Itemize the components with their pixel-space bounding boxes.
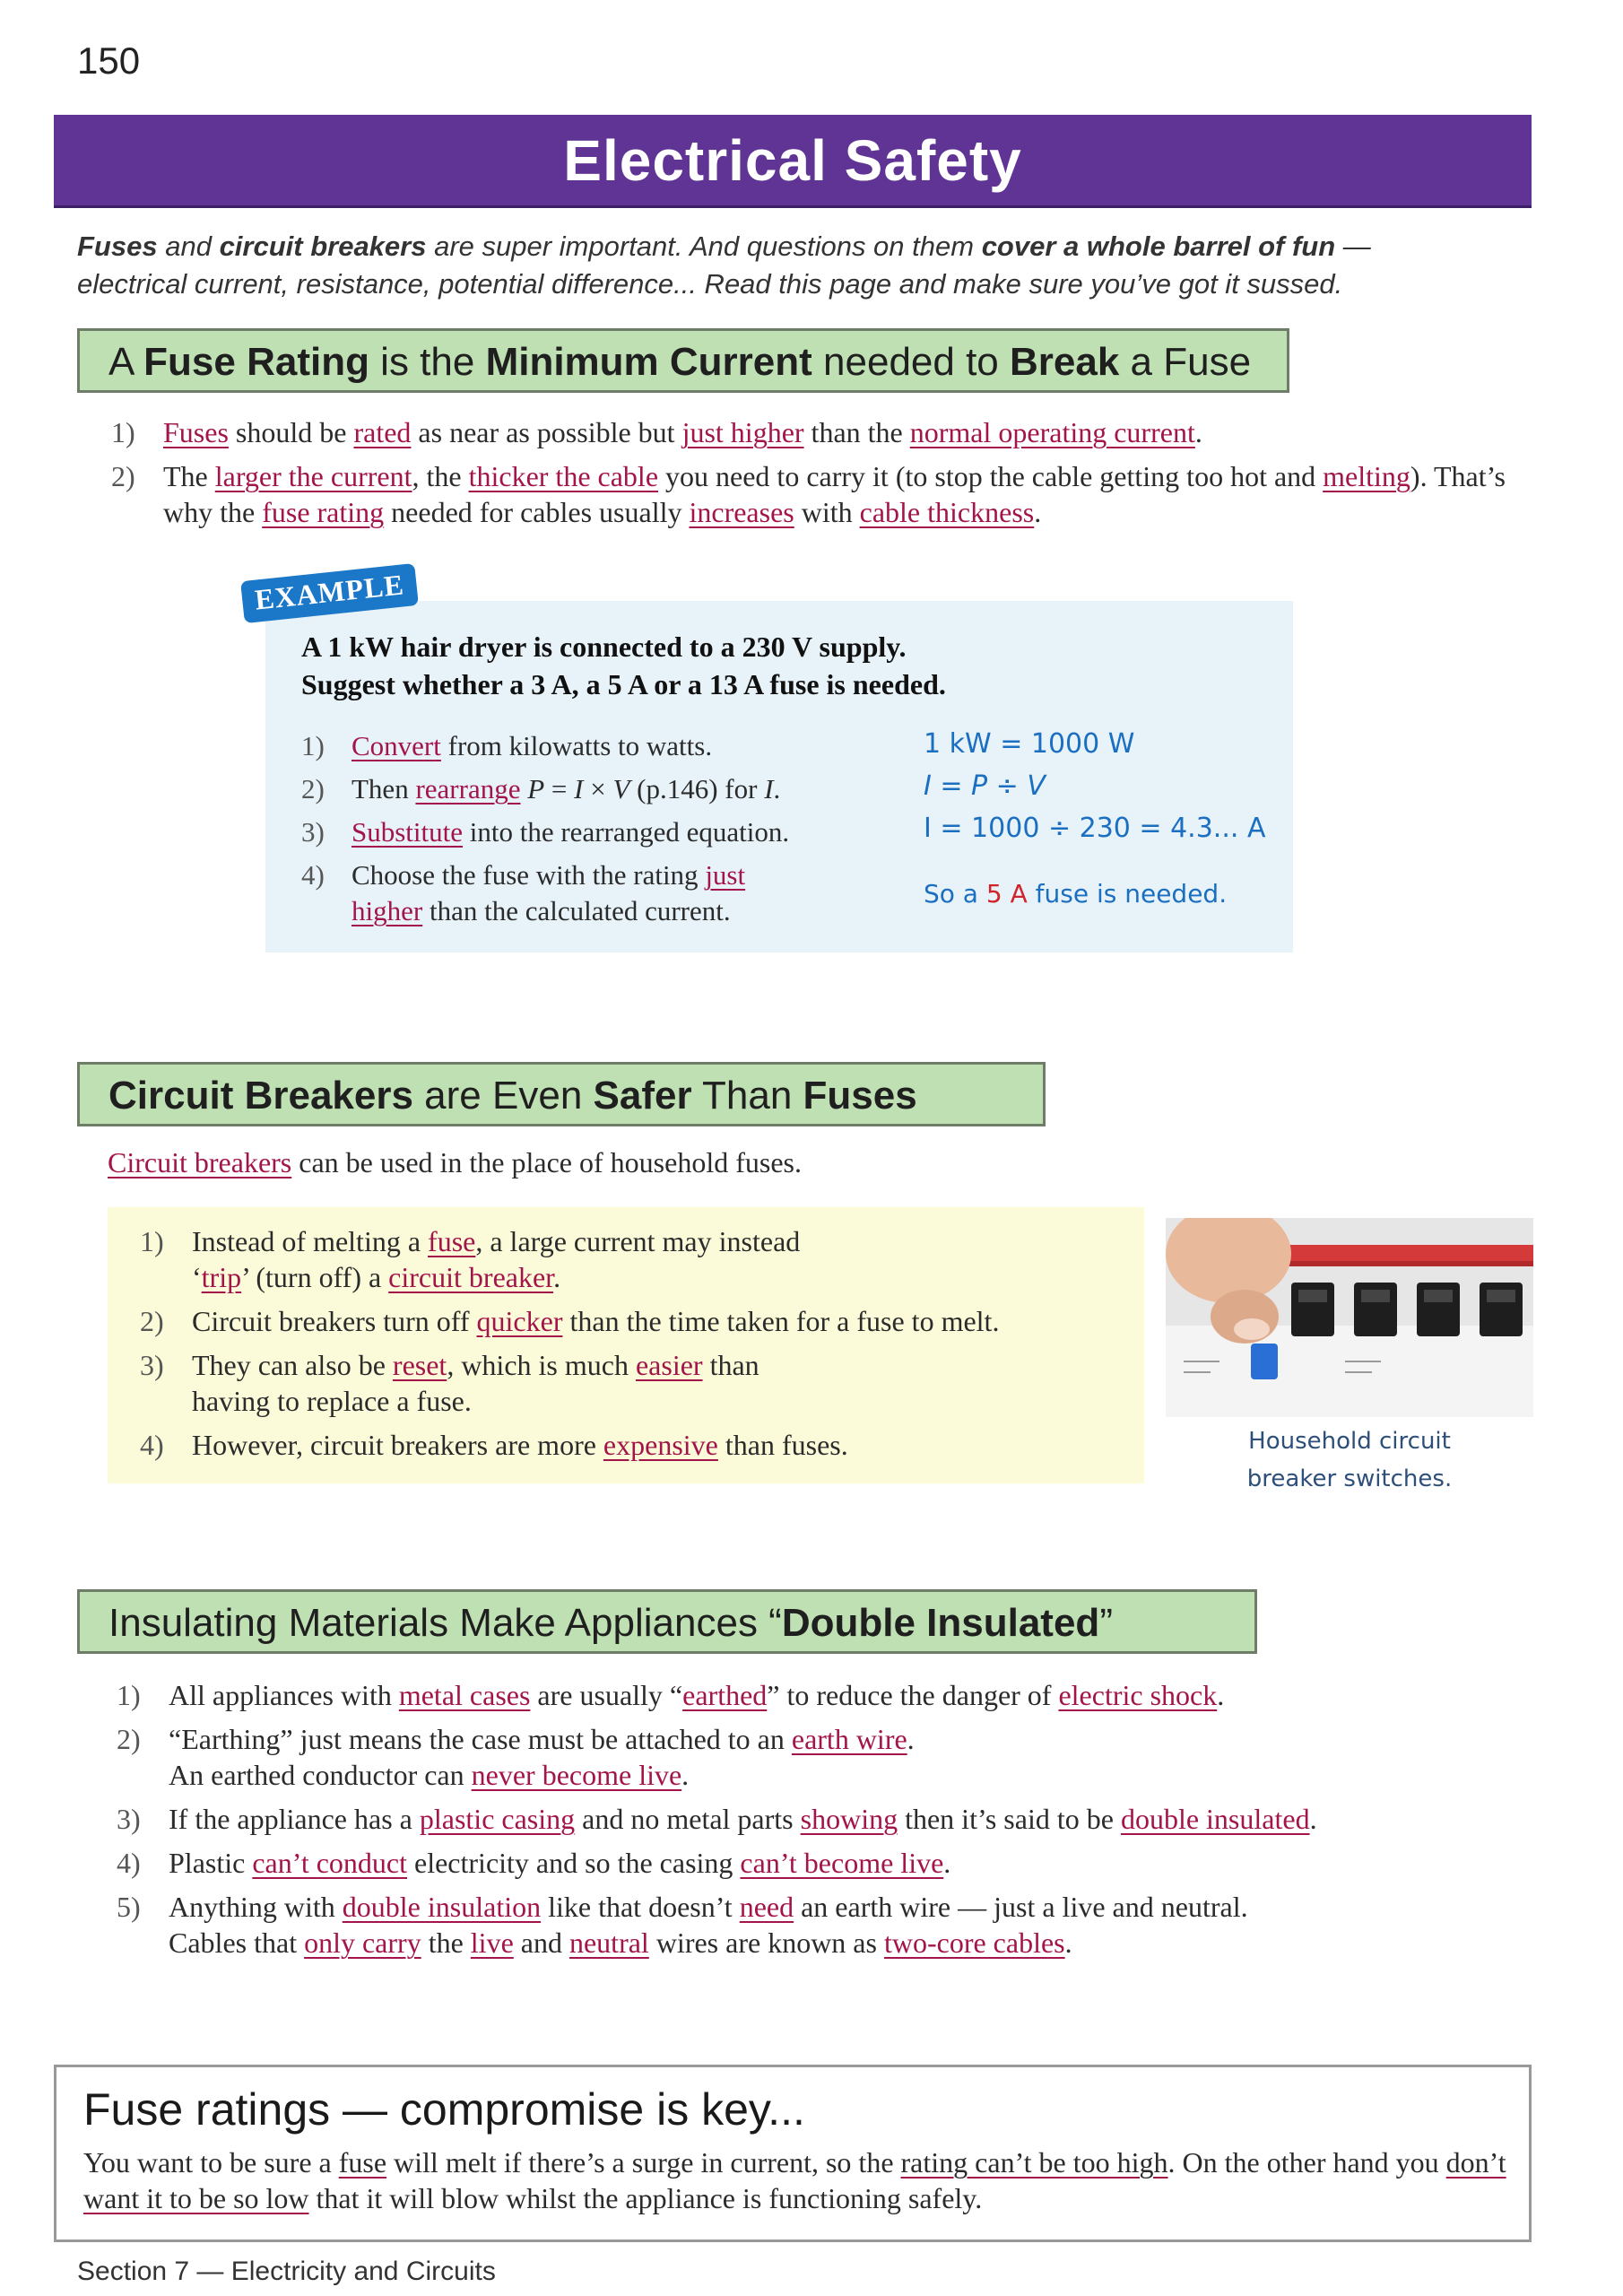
page-number: 150 — [77, 39, 141, 82]
list-item: 1) Convert from kilowatts to watts. — [301, 730, 713, 761]
list-item: 2) “Earthing” just means the case must be attached to an earth wire. An earthed conductor can never become live. — [117, 1723, 915, 1791]
circuit-breaker-intro: Circuit breakers can be used in the place of household fuses. — [108, 1146, 802, 1178]
intro-paragraph: Fuses and circuit breakers are super important. And questions on them cover a whole barrel of fun — electrical current, resistance, potential difference... Read this page and make sure you’ve got it sussed. — [77, 230, 1371, 300]
list-item: 4) However, circuit breakers are more expensive than fuses. — [140, 1429, 848, 1461]
page-title: Electrical Safety — [563, 128, 1022, 193]
calc-line-3: I = 1000 ÷ 230 = 4.3... A — [924, 813, 1266, 844]
circuit-breaker-photo — [1166, 1218, 1533, 1417]
circuit-breaker-list — [140, 1223, 1135, 1471]
footer-section-label: Section 7 — Electricity and Circuits — [77, 2257, 496, 2286]
summary-title: Fuse ratings — compromise is key... — [83, 2084, 805, 2135]
example-badge: EXAMPLE — [240, 563, 419, 623]
calc-answer: So a 5 A fuse is needed. — [924, 879, 1228, 909]
list-item: 3) They can also be reset, which is much easier than having to replace a fuse. — [140, 1349, 759, 1417]
circuit-breaker-illustration — [1166, 1218, 1533, 1417]
section-heading-double-insulated: Insulating Materials Make Appliances “Double Insulated” — [77, 1589, 1257, 1654]
calc-line-2: I = P ÷ V — [924, 770, 1046, 802]
list-item: 2) Then rearrange P = I × V (p.146) for I. — [301, 773, 781, 804]
list-item: 2) The larger the current, the thicker the cable you need to carry it (to stop the cable getting too hot and melting). That’s why the fuse rating needed for cables usually increases with cable thickness. — [111, 460, 1506, 528]
photo-caption: Household circuit breaker switches. — [1246, 1428, 1453, 1492]
calc-line-1: 1 kW = 1000 W — [924, 728, 1135, 760]
list-item: 4) Plastic can’t conduct electricity and so the casing can’t become live. — [117, 1847, 951, 1879]
summary-text: You want to be sure a fuse will melt if there’s a surge in current, so the rating can’t be too high. On the other hand you don’t want it to be so low that it will blow whilst the appliance is functioning safely. — [83, 2146, 1506, 2214]
fuse-rating-list — [111, 414, 1510, 538]
double-insulation-list — [117, 1677, 1524, 1969]
list-item: 5) Anything with double insulation like that doesn’t need an earth wire — just a live and neutral. Cables that only carry the live and neutral wires are known as two-core cables. — [117, 1891, 1248, 1959]
example-steps — [301, 728, 893, 936]
example-question: A 1 kW hair dryer is connected to a 230 V supply. Suggest whether a 3 A, a 5 A or a 13 A fuse is needed. — [301, 631, 946, 700]
list-item: 3) If the appliance has a plastic casing and no metal parts showing then it’s said to be double insulated. — [117, 1803, 1317, 1835]
list-item: 4) Choose the fuse with the rating just higher than the calculated current. — [301, 859, 746, 926]
section-heading-fuse-rating: A Fuse Rating is the Minimum Current needed to Break a Fuse — [77, 328, 1289, 393]
list-item: 1) Fuses should be rated as near as possible but just higher than the normal operating current. — [111, 416, 1202, 448]
list-item: 2) Circuit breakers turn off quicker than the time taken for a fuse to melt. — [140, 1305, 1000, 1337]
list-item: 1) Instead of melting a fuse, a large current may instead ‘trip’ (turn off) a circuit breaker. — [140, 1225, 801, 1293]
summary-box — [54, 2065, 1532, 2242]
title-bar — [54, 115, 1532, 208]
section-heading-circuit-breakers: Circuit Breakers are Even Safer Than Fuses — [77, 1062, 1046, 1126]
list-item: 3) Substitute into the rearranged equation. — [301, 816, 790, 848]
list-item: 1) All appliances with metal cases are usually “earthed” to reduce the danger of electric shock. — [117, 1679, 1225, 1711]
